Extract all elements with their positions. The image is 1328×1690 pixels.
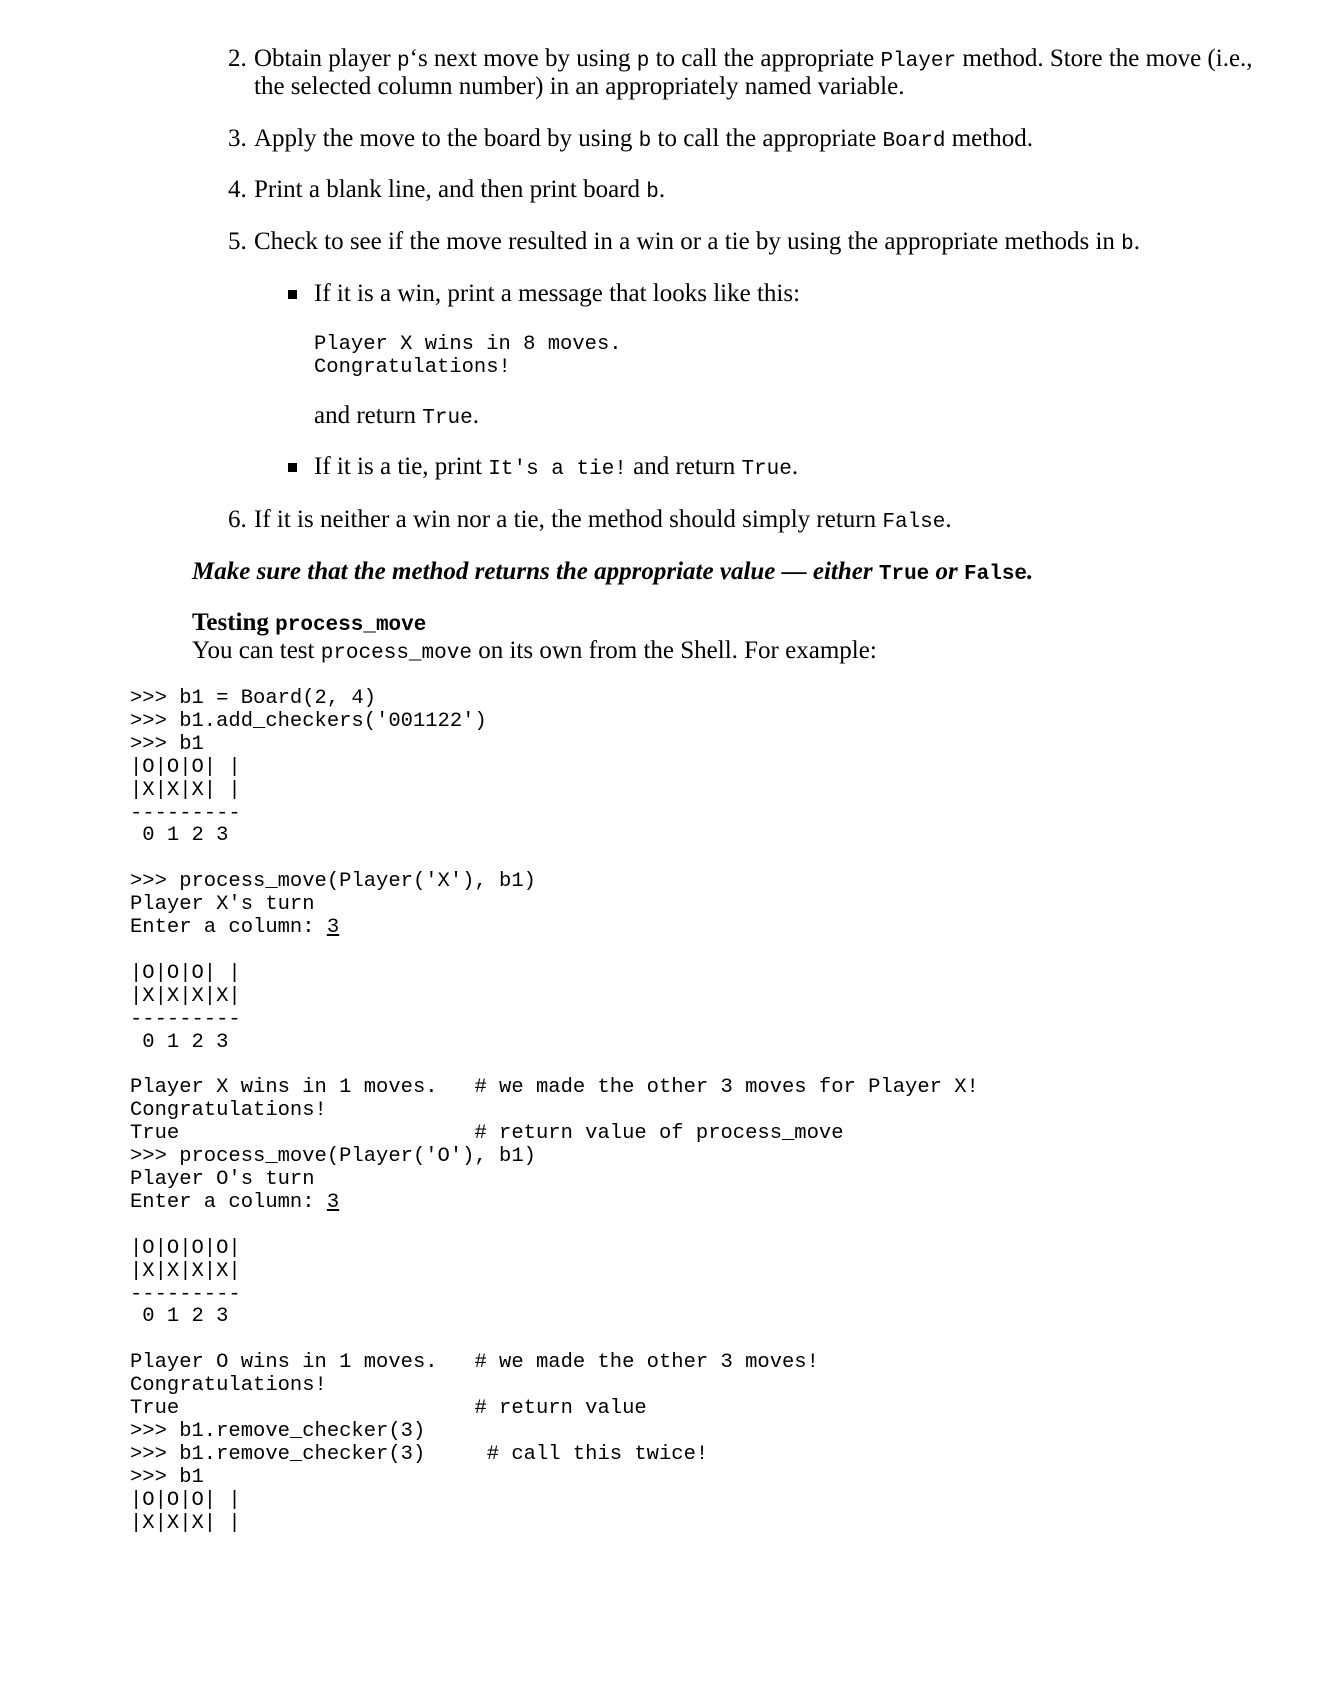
- win-message-example: Player X wins in 8 moves. Congratulations!: [314, 333, 622, 379]
- step-5: 5. Check to see if the move resulted in a win or a tie by using the appropriate methods in b.: [228, 228, 1140, 256]
- win-return-note: and return True.: [314, 402, 479, 430]
- step-2-continuation: the selected column number) in an appropriately named variable.: [254, 73, 905, 100]
- user-input: 3: [326, 1190, 340, 1214]
- bullet-tie: If it is a tie, print It's a tie! and return True.: [314, 452, 798, 485]
- return-value-note: Make sure that the method returns the appropriate value — either True or False.: [192, 558, 1034, 586]
- user-input: 3: [326, 916, 340, 940]
- testing-heading: Testing process_move: [192, 609, 427, 637]
- step-2: 2. Obtain player p‘s next move by using p to call the appropriate Player method. Store the move (i.e.,: [228, 45, 1253, 73]
- bullet-marker: [288, 463, 297, 472]
- bullet-marker: [288, 290, 297, 299]
- shell-transcript: >>> b1 = Board(2, 4) >>> b1.add_checkers('001122') >>> b1 |O|O|O| | |X|X|X| | --------- 0 1 2 3 >>> process_move(Player('X'), b1) Player X's turn Enter a column: 3 |O|O|O| | |X|X|X|X| --------- 0 1 2 3 Player X wins in 1 moves. # we made the other 3 moves for Player X! Congratulations! True # return value of process_move >>> process_move(Player('O'), b1) Player O's turn Enter a column: 3 |O|O|O|O| |X|X|X|X| --------- 0 1 2 3 Player O wins in 1 moves. # we made the other 3 moves! Congratulations! True # return value >>> b1.remove_checker(3) >>> b1.remove_checker(3) # call this twice! >>> b1 |O|O|O| | |X|X|X| |: [130, 687, 979, 1535]
- step-4: 4. Print a blank line, and then print board b.: [228, 176, 666, 204]
- bullet-win: If it is a win, print a message that looks like this:: [314, 279, 800, 309]
- step-6: 6. If it is neither a win nor a tie, the method should simply return False.: [228, 506, 952, 534]
- testing-intro: You can test process_move on its own from the Shell. For example:: [192, 637, 877, 665]
- step-3: 3. Apply the move to the board by using b to call the appropriate Board method.: [228, 125, 1033, 153]
